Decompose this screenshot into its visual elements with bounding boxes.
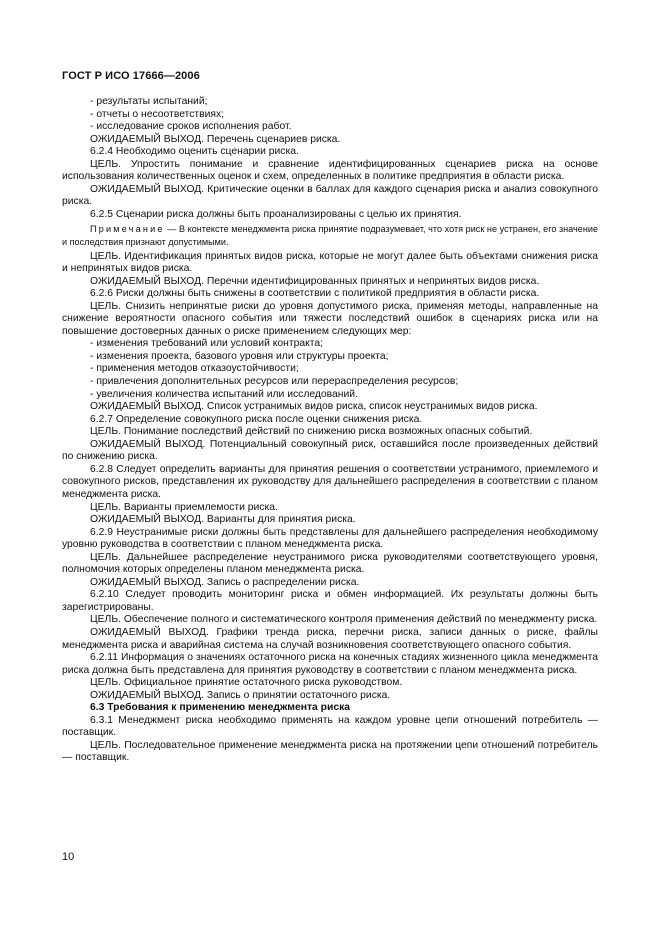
purpose-paragraph: ЦЕЛЬ. Снизить непринятые риски до уровня допустимого риска, применяя методы, направленные на снижение вероятности опасного события или тяжести последствий ошибок в сценариях риска или на повышение достоверных данных о риске применением следующих мер: bbox=[62, 300, 598, 337]
page-body bbox=[62, 96, 598, 765]
expected-output-paragraph: ОЖИДАЕМЫЙ ВЫХОД. Потенциальный совокупный риск, оставшийся после произведенных действий по снижению риска. bbox=[62, 438, 598, 463]
purpose-paragraph: ЦЕЛЬ. Понимание последствий действий по снижению риска возможных опасных событий. bbox=[90, 426, 533, 438]
clause-6-2-8: 6.2.8 Следует определить варианты для принятия решения о соответствии устранимого, приемлемого и совокупного рисков, представления их руководству для дальнейшего распределения в соответствии с планом менеджмента риска. bbox=[62, 463, 598, 500]
note-text: — В контексте менеджмента риска принятие подразумевает, что хотя риск не устранен, его значение и последствия признают допустимыми. bbox=[62, 224, 598, 248]
expected-output-paragraph: ОЖИДАЕМЫЙ ВЫХОД. Графики тренда риска, перечни риска, записи данных о риске, файлы менеджмента риска и аварийная система на случай возникновения соответствующего опасного события. bbox=[62, 626, 598, 651]
purpose-paragraph: ЦЕЛЬ. Обеспечение полного и систематического контроля применения действий по менеджменту риска. bbox=[90, 614, 598, 626]
section-heading-6-3: 6.3 Требования к применению менеджмента риска bbox=[90, 702, 351, 714]
clause-6-2-6: 6.2.6 Риски должны быть снижены в соответствии с политикой предприятия в области риска. bbox=[90, 288, 540, 300]
page-number: 10 bbox=[62, 851, 75, 863]
list-item: - изменения проекта, базового уровня или структуры проекта; bbox=[90, 350, 389, 362]
note-label: Примечание bbox=[90, 224, 165, 235]
list-item: - изменения требований или условий контракта; bbox=[90, 338, 323, 350]
purpose-paragraph: ЦЕЛЬ. Дальнейшее распределение неустранимого риска руководителями соответствующего уровня, полномочия которых определены планом менеджмента риска. bbox=[62, 551, 598, 576]
expected-output-paragraph: ОЖИДАЕМЫЙ ВЫХОД. Критические оценки в баллах для каждого сценария риска и анализ совокупного риска. bbox=[62, 183, 598, 208]
list-item: - исследование сроков исполнения работ. bbox=[90, 121, 292, 133]
clause-6-3-1: 6.3.1 Менеджмент риска необходимо применять на каждом уровне цепи отношений потребитель — поставщик. bbox=[62, 714, 598, 739]
clause-6-2-11: 6.2.11 Информация о значениях остаточного риска на конечных стадиях жизненного цикла менеджмента риска должна быть представлена для принятия руководству в соответствии с планом менеджмента риска. bbox=[62, 652, 598, 676]
expected-output-paragraph: ОЖИДАЕМЫЙ ВЫХОД. Список устранимых видов риска, список неустранимых видов риска. bbox=[90, 401, 538, 413]
clause-6-2-9: 6.2.9 Неустранимые риски должны быть представлены для дальнейшего распределения необходимому уровню руководства в соответствии с планом менеджмента риска. bbox=[62, 526, 598, 551]
list-item: - привлечения дополнительных ресурсов или перераспределения ресурсов; bbox=[90, 376, 459, 388]
purpose-paragraph: ЦЕЛЬ. Последовательное применение менеджмента риска на протяжении цепи отношений потребитель — поставщик. bbox=[62, 739, 598, 764]
expected-output-paragraph: ОЖИДАЕМЫЙ ВЫХОД. Перечень сценариев риска. bbox=[90, 133, 341, 145]
list-item: - результаты испытаний; bbox=[90, 96, 208, 107]
list-item: - увеличения количества испытаний или исследований. bbox=[90, 388, 358, 400]
purpose-paragraph: ЦЕЛЬ. Идентификация принятых видов риска, которые не могут далее быть объектами снижения риска и непринятых видов риска. bbox=[62, 250, 598, 275]
clause-6-2-10: 6.2.10 Следует проводить мониторинг риска и обмен информацией. Их результаты должны быть зарегистрированы. bbox=[62, 589, 598, 613]
note-paragraph bbox=[62, 223, 598, 248]
clause-6-2-4: 6.2.4 Необходимо оценить сценарии риска. bbox=[90, 146, 299, 158]
expected-output-paragraph: ОЖИДАЕМЫЙ ВЫХОД. Запись о распределении риска. bbox=[90, 576, 360, 588]
clause-6-2-5: 6.2.5 Сценарии риска должны быть проанализированы с целью их принятия. bbox=[90, 208, 462, 220]
document-header: ГОСТ Р ИСО 17666—2006 bbox=[62, 70, 200, 82]
purpose-paragraph: ЦЕЛЬ. Варианты приемлемости риска. bbox=[90, 501, 278, 513]
list-item: - применения методов отказоустойчивости; bbox=[90, 363, 299, 375]
purpose-paragraph: ЦЕЛЬ. Упростить понимание и сравнение идентифицированных сценариев риска на основе использования количественных оценок и схем, определенных в политике предприятия в области риска. bbox=[62, 158, 598, 183]
purpose-paragraph: ЦЕЛЬ. Официальное принятие остаточного риска руководством. bbox=[90, 677, 403, 689]
expected-output-paragraph: ОЖИДАЕМЫЙ ВЫХОД. Запись о принятии остаточного риска. bbox=[90, 689, 391, 701]
list-item: - отчеты о несоответствиях; bbox=[90, 108, 225, 120]
expected-output-paragraph: ОЖИДАЕМЫЙ ВЫХОД. Перечни идентифицированных принятых и непринятых видов риска. bbox=[90, 275, 540, 287]
clause-6-2-7: 6.2.7 Определение совокупного риска после оценки снижения риска. bbox=[90, 413, 423, 425]
expected-output-paragraph: ОЖИДАЕМЫЙ ВЫХОД. Варианты для принятия риска. bbox=[90, 514, 356, 526]
